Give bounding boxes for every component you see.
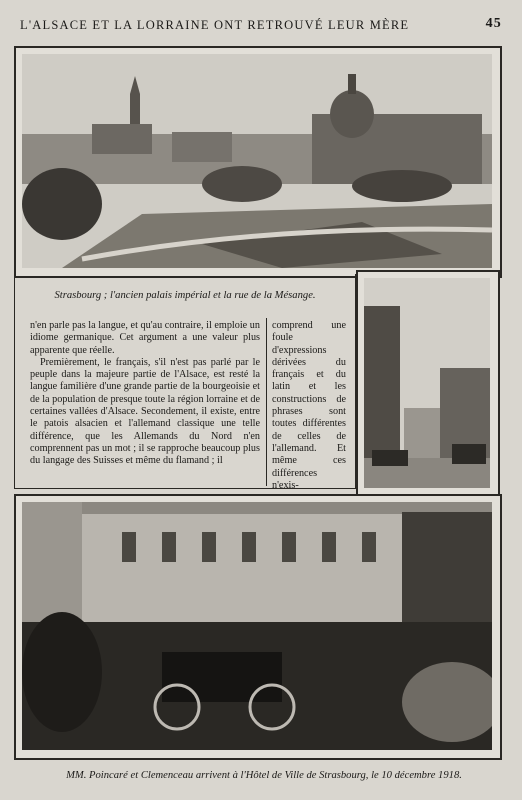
bottom-photo-frame [14,494,502,760]
top-photo [22,54,492,268]
right-photo-frame [356,270,500,500]
article-paragraph-1: n'en parle pas la langue, et qu'au contraire, il emploie un idiome germanique. Cet argument a une valeur plus apparente que réelle. [30,320,260,356]
article-paragraph-col2: comprend une foule d'expressions dérivées du français et du latin et les constructions de phrases sont toutes différentes de celles de l'allemand. Et même ces différences n'exis- [272,320,346,491]
article-col-1 [30,320,260,468]
running-title: L'ALSACE ET LA LORRAINE ONT RETROUVÉ LEUR MÈRE [20,18,410,32]
article-paragraph-2: Premièrement, le français, s'il n'est pas parlé par le peuple dans la majeure partie de l'Alsace, est resté la langue familière d'une grande partie de la bourgeoisie et de la population de presque toute la région lorraine et de certaines vallées d'Alsace. Secondement, il existe, entre le patois alsacien et l'allemand classique une telle différence, que les Allemands du Nord n'en comprennent pas un mot ; il se rapproche beaucoup plus du langage des Suisses et même du flamand ; il [30,356,260,467]
crowd-illustration [22,502,492,750]
street-illustration [364,278,490,488]
page-number: 45 [485,16,502,31]
palace-illustration [22,54,492,268]
article-col-2 [272,320,346,492]
bottom-photo-caption: MM. Poincaré et Clemenceau arrivent à l'Hôtel de Ville de Strasbourg, le 10 décembre 1918. [66,770,462,781]
page-header [20,14,502,36]
bottom-photo [22,502,492,750]
column-rule [266,318,267,486]
top-photo-caption: Strasbourg ; l'ancien palais impérial et la rue de la Mésange. [54,290,316,301]
right-photo [364,278,490,488]
top-photo-frame [14,46,502,278]
